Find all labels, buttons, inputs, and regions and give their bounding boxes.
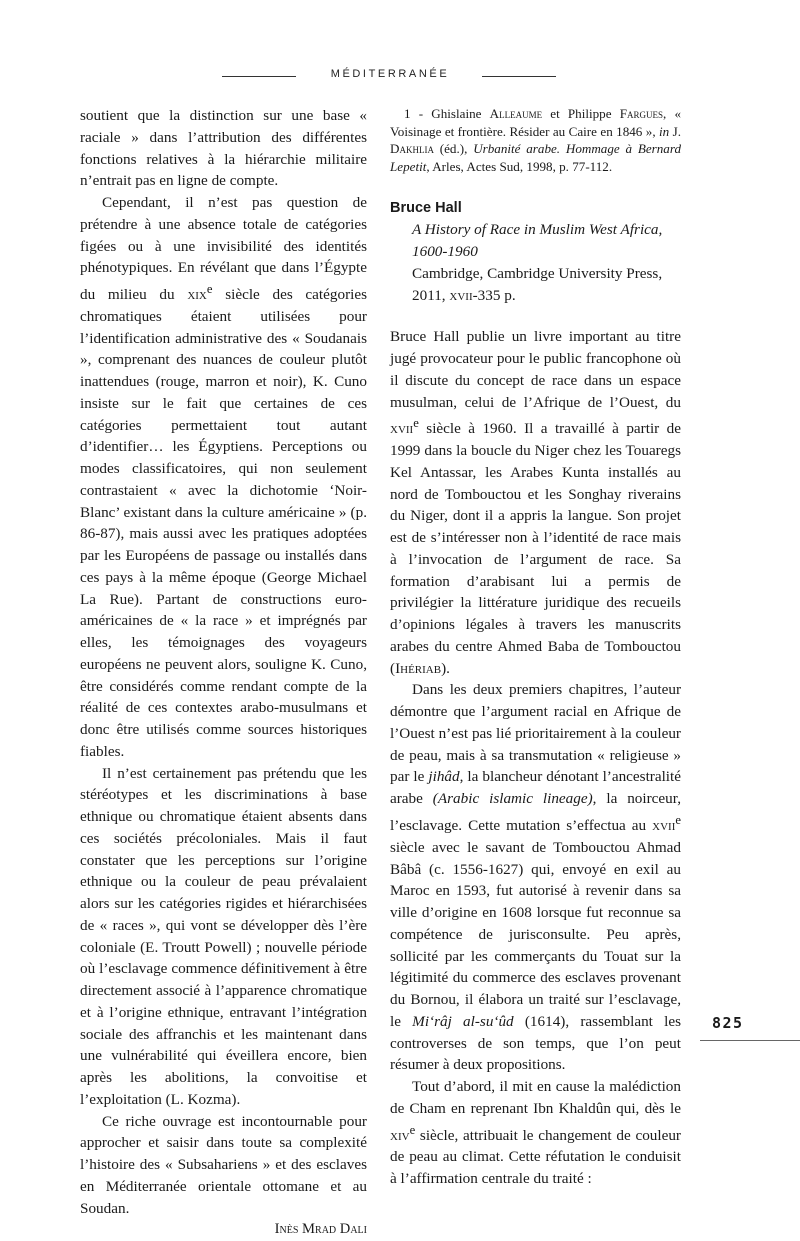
left-column: [80, 105, 367, 1241]
footnote: 1 - Ghislaine Alleaume et Philippe Fargues, « Voisinage et frontière. Résider au Caire en 1846 », in J. Dakhlia (éd.), Urbanité arabe. Hommage à Bernard Lepetit, Arles, Actes Sud, 1998, p. 77-112.: [390, 106, 681, 174]
running-header: [0, 66, 800, 90]
right-column: [390, 105, 681, 1190]
author-signature: Inès Mrad Dali: [274, 1221, 367, 1238]
paragraph: Cependant, il n’est pas question de prétendre à une absence totale de catégories figées ou à une invisibilité des identités phénotypiques. En révélant que dans l’Égypte du milieu du xix$^e$ siècle des catégories chromatiques étaient utilisées pour l’identification administrative des « Soudanais », comprenant des nuances de couleur plutôt inattendues (rouge, marron et noir), K. Cuno insiste sur le fait que certaines de ces catégories permettaient tout autant d’identifier… les Égyptiens. Perceptions ou modes classificatoires, qui non seulement contrastaient « avec la dichotomie ‘Noir-Blanc’ existant dans la culture américaine » (p. 86-87), mais aussi avec les pratiques adoptées par les Européens de passage ou installés dans ces pays à la même époque (George Michael La Rue). Partant de constructions euro-américaines de « la race » et imprégnés par elles, les témoignages des voyageurs européens ne peuvent alors, souligne K. Cuno, être considérés comme rendant compte de la réalité de ces contextes arabo-musulmans et donc être utilisés comme sources historiques fiables.: [80, 194, 367, 760]
page-number: 825: [712, 1014, 744, 1032]
paragraph: Il n’est certainement pas prétendu que les stéréotypes et les discriminations à base ethnique ou chromatique étaient absents dans ces sociétés précoloniales. Mais il faut constater que les perceptions sur l’origine ethnique ou la couleur de peau prévalaient alors sur les catégories rigides et hiérarchisées de « races », qui vont se développer dès l’ère coloniale (E. Troutt Powell) ; nouvelle période où l’esclavage commence définitivement à être directement associé à l’apparence chromatique et à l’origine ethnique, entravant l’intégration sociale des affranchis et les maintenant dans une vulnérabilité qui éveillera encore, bien après les abolitions, la convoitise et l’exploitation (L. Kozma).: [80, 764, 367, 1108]
header-rule-left: [222, 76, 296, 77]
section-title: MÉDITERRANÉE: [330, 68, 450, 80]
paragraph: Bruce Hall publie un livre important au titre jugé provocateur pour le public francophone où il discute du concept de race dans un espace musulman, celui de l’Afrique de l’Ouest, du xvii$^e$ siècle à 1960. Il a travaillé à partir de 1999 dans la boucle du Niger chez les Touaregs Kel Antassar, les Arabes Kunta installés au nord de Tombouctou et les Songhay riverains du Niger, dont il a appris la langue. Son projet est de s’intéresser non à l’identité de race mais à l’invocation de l’argument de race. Sa formation d’arabisant lui a permis de privilégier la littérature juridique des recueils d’opinions légales à travers les manuscrits arabes du centre Ahmed Baba de Tombouctou (Ihériab).: [390, 328, 681, 677]
reviewed-book-details: [412, 219, 681, 306]
paragraph: Dans les deux premiers chapitres, l’auteur démontre que l’argument racial en Afrique de l’Ouest n’est pas lié prioritairement à la couleur de peau, mais à sa transmutation « religieuse » par le jihâd, la blancheur dénotant l’ancestralité arabe (Arabic islamic lineage), la noirceur, l’esclavage. Cette mutation s’effectua au xvii$^e$ siècle avec le savant de Tombouctou Ahmad Bâbâ (c. 1556-1627) qui, envoyé en exil au Maroc en 1593, fut autorisé à revenir dans sa ville d’origine en 1608 lorsque fut reconnue sa compétence de jurisconsulte. Peu après, sollicité par les commerçants du Touat sur la légitimité du commerce des esclaves provenant du Bornou, il élabora un traité sur l’esclavage, le Mi‘râj al-su‘ûd (1614), rassemblant les controverses de son temps, que l’on peut résumer à deux propositions.: [390, 681, 682, 1074]
paragraph: soutient que la distinction sur une base « raciale » dans l’attribution des différentes fonctions relatives à la hiérarchie militaire n’entrait pas en ligne de compte.: [80, 107, 367, 190]
paragraph: Tout d’abord, il mit en cause la malédiction de Cham en reprenant Ibn Khaldûn qui, dès le xiv$^e$ siècle, attribuait le changement de couleur de peau au climat. Cette réfutation le conduisit à l’affirmation centrale du traité :: [390, 1078, 681, 1188]
book-title: A History of Race in Muslim West Africa, 1600-1960: [412, 221, 663, 261]
review-body: [390, 326, 681, 1189]
paragraph: Ce riche ouvrage est incontournable pour approcher et saisir dans toute sa complexité l’histoire des « Subsahariens » et des esclaves en Méditerranée orientale ottomane et au Soudan.: [80, 1112, 367, 1217]
book-year-pages: 2011, xvii-335 p.: [412, 286, 516, 304]
reviewed-book-author: Bruce Hall: [390, 200, 462, 217]
book-publisher: Cambridge, Cambridge University Press,: [412, 264, 663, 282]
header-rule-right: [482, 76, 556, 77]
page-number-rule: [700, 1040, 800, 1041]
